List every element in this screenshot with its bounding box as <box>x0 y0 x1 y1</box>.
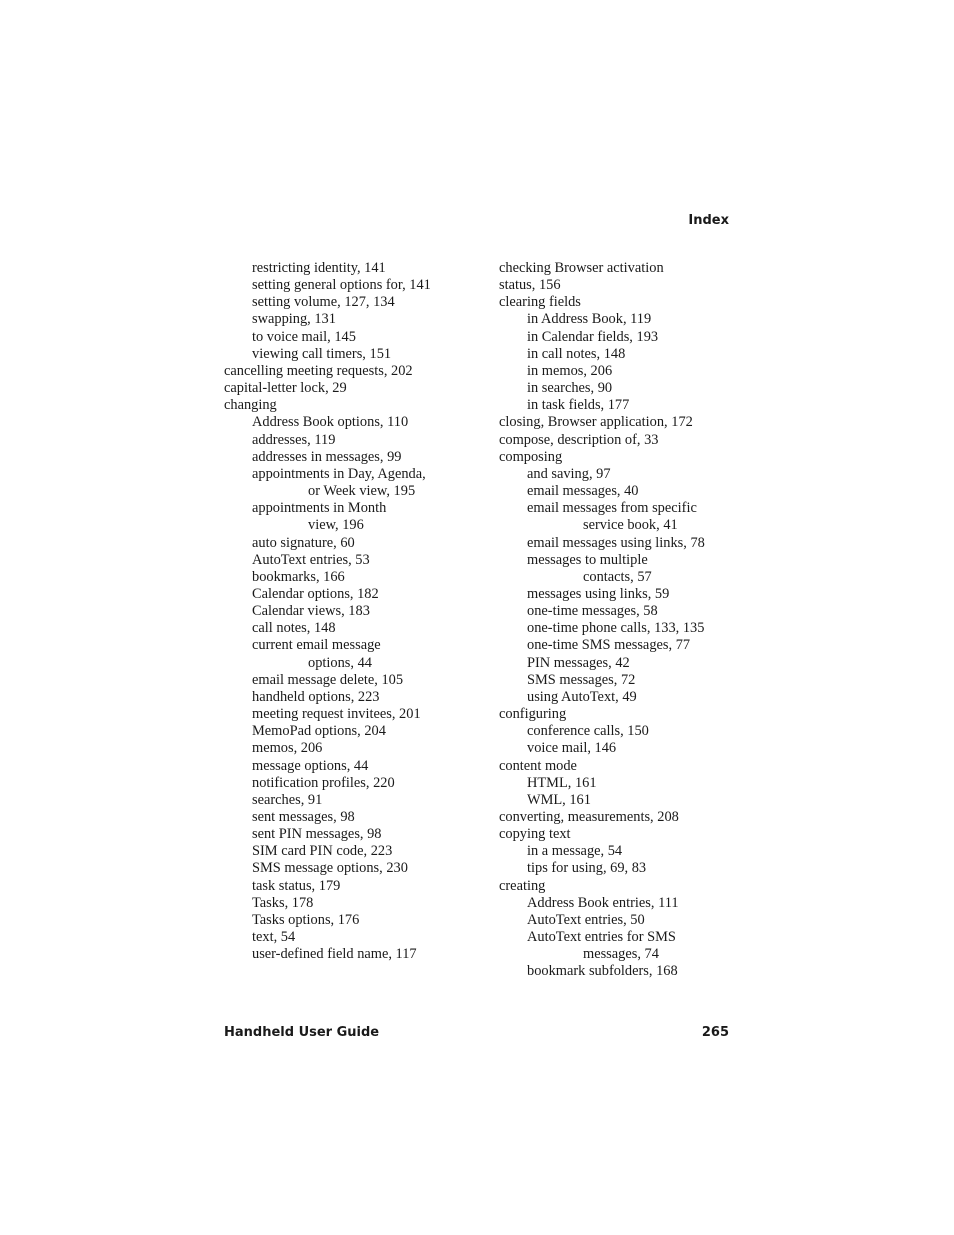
index-entry: HTML, 161 <box>527 774 597 791</box>
index-entry: using AutoText, 49 <box>527 688 637 705</box>
index-entry: viewing call timers, 151 <box>252 345 392 362</box>
index-entry: notification profiles, 220 <box>252 774 395 791</box>
index-entry: contacts, 57 <box>583 568 652 585</box>
index-entry: content mode <box>499 757 577 774</box>
index-entry: copying text <box>499 826 571 843</box>
index-entry: in task fields, 177 <box>527 397 630 414</box>
index-entry: in a message, 54 <box>527 843 623 860</box>
index-entry: setting volume, 127, 134 <box>252 294 395 311</box>
index-entry: email messages from specific <box>527 500 697 517</box>
index-entry: composing <box>499 448 563 465</box>
index-entry: changing <box>224 397 277 414</box>
index-entry: sent PIN messages, 98 <box>252 826 382 843</box>
index-entry: to voice mail, 145 <box>252 328 356 345</box>
index-entry: clearing fields <box>499 294 581 311</box>
index-entry: one-time SMS messages, 77 <box>527 637 691 654</box>
index-entry: addresses in messages, 99 <box>252 448 402 465</box>
index-entry: email message delete, 105 <box>252 671 404 688</box>
running-head: Index <box>688 213 729 228</box>
index-entry: message options, 44 <box>252 757 369 774</box>
index-entry: tips for using, 69, 83 <box>527 860 647 877</box>
index-entry: restricting identity, 141 <box>252 260 386 276</box>
index-entry: service book, 41 <box>583 517 678 534</box>
index-entry: AutoText entries, 50 <box>527 911 645 928</box>
index-entry: auto signature, 60 <box>252 534 355 551</box>
index-entry: Address Book options, 110 <box>252 414 409 431</box>
index-entry: view, 196 <box>308 517 364 534</box>
index-entry: checking Browser activation <box>499 260 664 276</box>
index-entry: closing, Browser application, 172 <box>499 414 693 431</box>
index-entry: handheld options, 223 <box>252 688 380 705</box>
index-entry: AutoText entries, 53 <box>252 551 370 568</box>
index-entry: user-defined field name, 117 <box>252 946 417 963</box>
index-entry: meeting request invitees, 201 <box>252 706 421 723</box>
index-entry: setting general options for, 141 <box>252 277 431 294</box>
index-entry: email messages using links, 78 <box>527 534 705 551</box>
index-entry: SMS message options, 230 <box>252 860 408 877</box>
index-entry: Tasks options, 176 <box>252 911 360 928</box>
index-entry: Calendar views, 183 <box>252 603 370 620</box>
index-column-right <box>499 260 705 981</box>
index-entry: Calendar options, 182 <box>252 585 379 602</box>
index-entry: in Address Book, 119 <box>527 311 652 328</box>
index-entry: messages to multiple <box>527 551 648 568</box>
index-entry: creating <box>499 877 546 894</box>
index-entry: one-time messages, 58 <box>527 603 658 620</box>
index-entry: and saving, 97 <box>527 465 611 482</box>
footer-book-title: Handheld User Guide <box>224 1025 380 1040</box>
index-entry: current email message <box>252 637 381 654</box>
index-entry: status, 156 <box>499 277 561 294</box>
index-entry: in searches, 90 <box>527 380 613 397</box>
index-entry: in call notes, 148 <box>527 345 626 362</box>
index-entry: messages using links, 59 <box>527 585 670 602</box>
index-entry: conference calls, 150 <box>527 723 649 740</box>
index-entry: Tasks, 178 <box>252 894 314 911</box>
index-entry: addresses, 119 <box>252 431 336 448</box>
index-entry: compose, description of, 33 <box>499 431 659 448</box>
index-entry: swapping, 131 <box>252 311 336 328</box>
index-entry: MemoPad options, 204 <box>252 723 386 740</box>
index-entry: converting, measurements, 208 <box>499 809 679 825</box>
index-entry: Address Book entries, 111 <box>527 894 679 911</box>
index-entry: in memos, 206 <box>527 362 613 379</box>
index-entry: SMS messages, 72 <box>527 671 636 688</box>
index-entry: appointments in Month <box>252 500 387 517</box>
index-entry: configuring <box>499 706 567 723</box>
index-entry: email messages, 40 <box>527 483 639 500</box>
index-entry: memos, 206 <box>252 740 323 757</box>
index-entry: bookmark subfolders, 168 <box>527 963 678 980</box>
index-entry: task status, 179 <box>252 877 341 894</box>
index-entry: capital-letter lock, 29 <box>224 380 347 397</box>
index-entry: one-time phone calls, 133, 135 <box>527 620 705 637</box>
index-entry: voice mail, 146 <box>527 740 617 757</box>
index-entry: bookmarks, 166 <box>252 568 345 585</box>
index-entry: appointments in Day, Agenda, <box>252 465 426 482</box>
index-entry: cancelling meeting requests, 202 <box>224 362 413 379</box>
index-entry: messages, 74 <box>583 946 659 963</box>
index-entry: options, 44 <box>308 654 372 671</box>
index-entry: searches, 91 <box>252 791 323 808</box>
index-entry: sent messages, 98 <box>252 809 355 825</box>
index-entry: or Week view, 195 <box>308 483 416 500</box>
index-entry: WML, 161 <box>527 791 591 808</box>
index-entry: in Calendar fields, 193 <box>527 328 659 345</box>
index-entry: PIN messages, 42 <box>527 654 630 671</box>
index-column-left <box>224 260 431 963</box>
index-entry: text, 54 <box>252 929 296 946</box>
index-entry: AutoText entries for SMS <box>527 929 676 946</box>
index-entry: call notes, 148 <box>252 620 336 637</box>
index-entry: SIM card PIN code, 223 <box>252 843 393 860</box>
footer-page-number: 265 <box>701 1025 729 1040</box>
